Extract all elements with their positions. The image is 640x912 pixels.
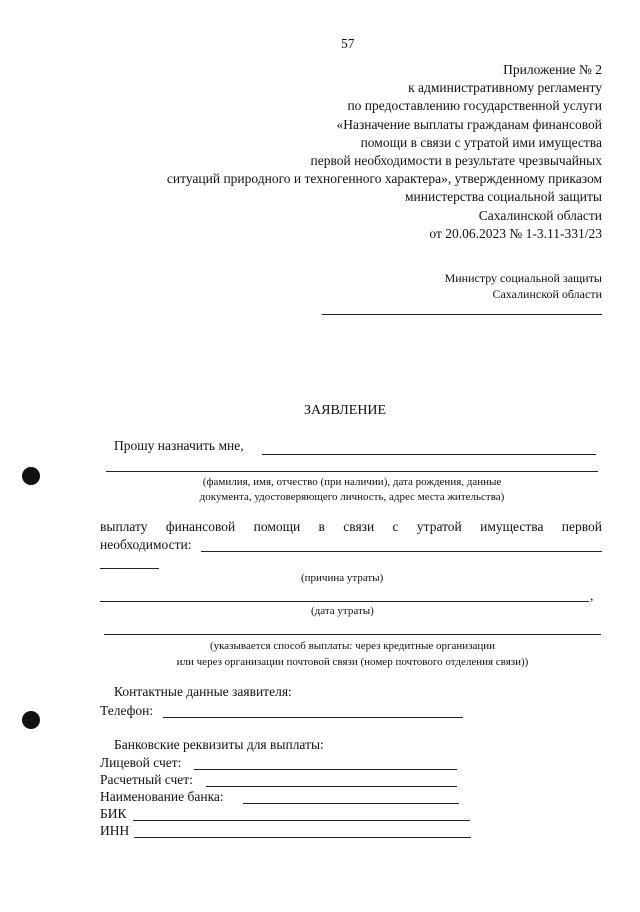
- bank-name-field[interactable]: [243, 803, 459, 804]
- appendix-line: Сахалинской области: [478, 207, 602, 223]
- personal-account-label: Лицевой счет:: [100, 755, 182, 770]
- bank-name-label: Наименование банка:: [100, 789, 224, 804]
- punch-hole-top: [22, 467, 40, 485]
- page-number: 57: [341, 36, 355, 51]
- hint-line: (указывается способ выплаты: через кредитные организации: [209, 640, 496, 652]
- appendix-line: по предоставлению государственной услуги: [347, 98, 602, 114]
- inn-label: ИНН: [100, 823, 130, 838]
- inn-field[interactable]: [134, 837, 471, 838]
- payment-method-field[interactable]: [104, 634, 601, 635]
- phone-field[interactable]: [163, 717, 463, 718]
- payment-paragraph-line1: выплату финансовой помощи в связи с утратой имущества первой: [100, 519, 602, 534]
- appendix-line: министерства социальной защиты: [405, 189, 602, 205]
- appendix-line: ситуаций природного и техногенного характера», утвержденному приказом: [166, 171, 602, 187]
- hint-line: или через организации почтовой связи (номер почтового отделения связи)): [176, 656, 529, 668]
- personal-account-field[interactable]: [194, 769, 457, 770]
- loss-date-comma: ,: [590, 588, 594, 603]
- request-lead: Прошу назначить мне,: [114, 438, 244, 453]
- appendix-line: «Назначение выплаты гражданам финансовой: [336, 116, 602, 132]
- appendix-line: к административному регламенту: [408, 80, 602, 96]
- addressee-line: Сахалинской области: [492, 287, 602, 301]
- punch-hole-bottom: [22, 711, 40, 729]
- contacts-heading: Контактные данные заявителя:: [114, 684, 292, 699]
- appendix-line: первой необходимости в результате чрезвычайных: [310, 153, 602, 169]
- addressee-block: [445, 270, 602, 302]
- addressee-line: Министру социальной защиты: [444, 271, 602, 285]
- applicant-details-field[interactable]: [106, 471, 598, 472]
- bik-field[interactable]: [133, 820, 470, 821]
- loss-date-hint: (дата утраты): [311, 605, 374, 617]
- bank-heading: Банковские реквизиты для выплаты:: [114, 737, 324, 752]
- appendix-line: помощи в связи с утратой ими имущества: [360, 134, 602, 150]
- payment-paragraph-line2: необходимости:: [100, 537, 192, 552]
- settlement-account-label: Расчетный счет:: [100, 772, 193, 787]
- payment-method-hint: [104, 638, 601, 670]
- loss-reason-field-cont[interactable]: [100, 568, 159, 569]
- bik-label: БИК: [100, 806, 127, 821]
- hint-line: (фамилия, имя, отчество (при наличии), дата рождения, данные: [202, 476, 502, 488]
- loss-reason-field[interactable]: [201, 551, 602, 552]
- loss-date-field[interactable]: [100, 601, 589, 602]
- appendix-block: [167, 61, 602, 243]
- applicant-name-field[interactable]: [262, 454, 596, 455]
- applicant-hint: [106, 475, 598, 505]
- loss-reason-hint: (причина утраты): [301, 572, 384, 584]
- hint-line: документа, удостоверяющего личность, адрес места жительства): [199, 491, 505, 503]
- settlement-account-field[interactable]: [206, 786, 457, 787]
- phone-label: Телефон:: [100, 703, 154, 718]
- appendix-line: от 20.06.2023 № 1-3.11-331/23: [429, 225, 602, 241]
- addressee-blank-line[interactable]: [322, 314, 602, 315]
- appendix-line: Приложение № 2: [503, 62, 602, 77]
- page-title: ЗАЯВЛЕНИЕ: [304, 403, 387, 418]
